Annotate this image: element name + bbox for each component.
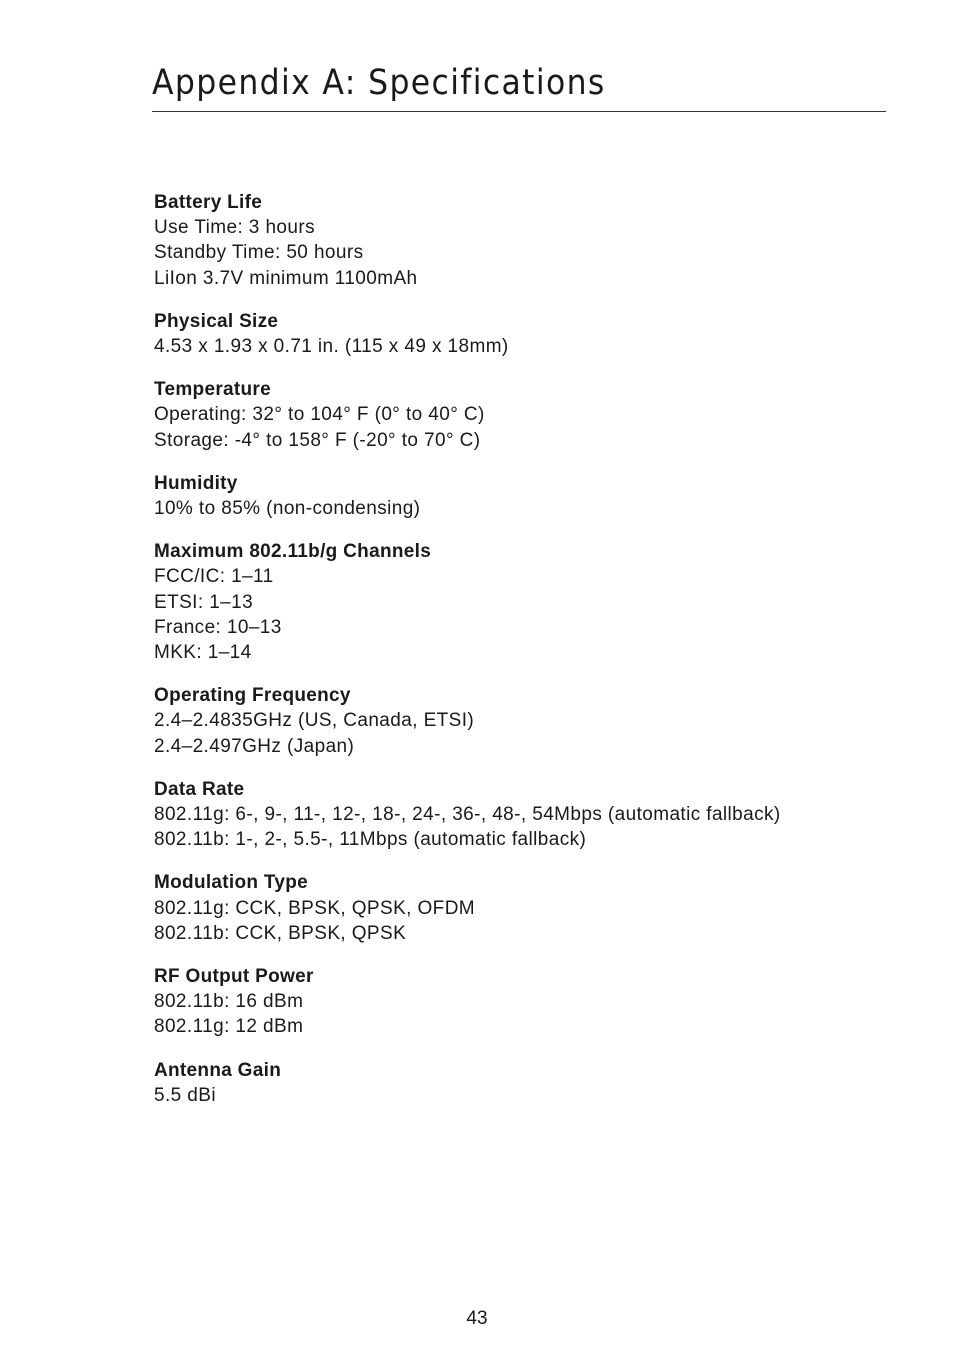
spec-line: 802.11b: CCK, BPSK, QPSK — [154, 922, 407, 944]
spec-heading: Humidity — [154, 472, 238, 494]
spec-line: 802.11g: CCK, BPSK, QPSK, OFDM — [154, 897, 476, 919]
spec-line: Storage: -4° to 158° F (-20° to 70° C) — [154, 429, 481, 451]
spec-heading: Battery Life — [154, 192, 263, 213]
spec-line: 5.5 dBi — [154, 1084, 216, 1106]
spec-line: 2.4–2.4835GHz (US, Canada, ETSI) — [154, 710, 475, 732]
spec-section-channels — [154, 539, 894, 665]
spec-heading: RF Output Power — [154, 966, 314, 988]
spec-section-temperature — [154, 377, 894, 453]
spec-line: MKK: 1–14 — [154, 642, 252, 664]
spec-heading: Physical Size — [154, 310, 279, 332]
spec-heading: Maximum 802.11b/g Channels — [154, 541, 432, 563]
spec-heading: Temperature — [154, 379, 271, 401]
page-number: 43 — [466, 1308, 488, 1329]
spec-section-operating-frequency — [154, 683, 894, 759]
spec-line: Operating: 32° to 104° F (0° to 40° C) — [154, 404, 485, 426]
spec-section-data-rate — [154, 777, 894, 853]
spec-line: LiIon 3.7V minimum 1100mAh — [154, 267, 418, 289]
spec-line: Standby Time: 50 hours — [154, 242, 364, 264]
spec-heading: Operating Frequency — [154, 685, 351, 707]
spec-line: ETSI: 1–13 — [154, 591, 254, 613]
specifications-list — [154, 190, 894, 1126]
spec-line: Use Time: 3 hours — [154, 217, 315, 239]
page-title: Appendix A: Specifications — [152, 63, 606, 103]
spec-line: 802.11b: 1-, 2-, 5.5-, 11Mbps (automatic fallback) — [154, 829, 587, 851]
spec-heading: Antenna Gain — [154, 1059, 282, 1081]
spec-line: 10% to 85% (non-condensing) — [154, 498, 421, 520]
spec-section-modulation-type — [154, 870, 894, 946]
spec-line: France: 10–13 — [154, 616, 282, 638]
spec-section-physical-size — [154, 309, 894, 359]
spec-section-humidity — [154, 471, 894, 521]
spec-heading: Data Rate — [154, 778, 245, 800]
spec-line: 2.4–2.497GHz (Japan) — [154, 735, 355, 757]
spec-heading: Modulation Type — [154, 872, 309, 894]
spec-line: 4.53 x 1.93 x 0.71 in. (115 x 49 x 18mm) — [154, 336, 509, 358]
spec-line: FCC/IC: 1–11 — [154, 566, 274, 588]
title-divider — [152, 111, 886, 112]
spec-line: 802.11b: 16 dBm — [154, 991, 304, 1013]
spec-section-battery-life — [154, 190, 894, 291]
spec-section-antenna-gain — [154, 1058, 894, 1108]
spec-section-rf-output-power — [154, 964, 894, 1040]
spec-line: 802.11g: 12 dBm — [154, 1016, 304, 1038]
spec-line: 802.11g: 6-, 9-, 11-, 12-, 18-, 24-, 36-, 48-, 54Mbps (automatic fallback) — [154, 804, 781, 826]
